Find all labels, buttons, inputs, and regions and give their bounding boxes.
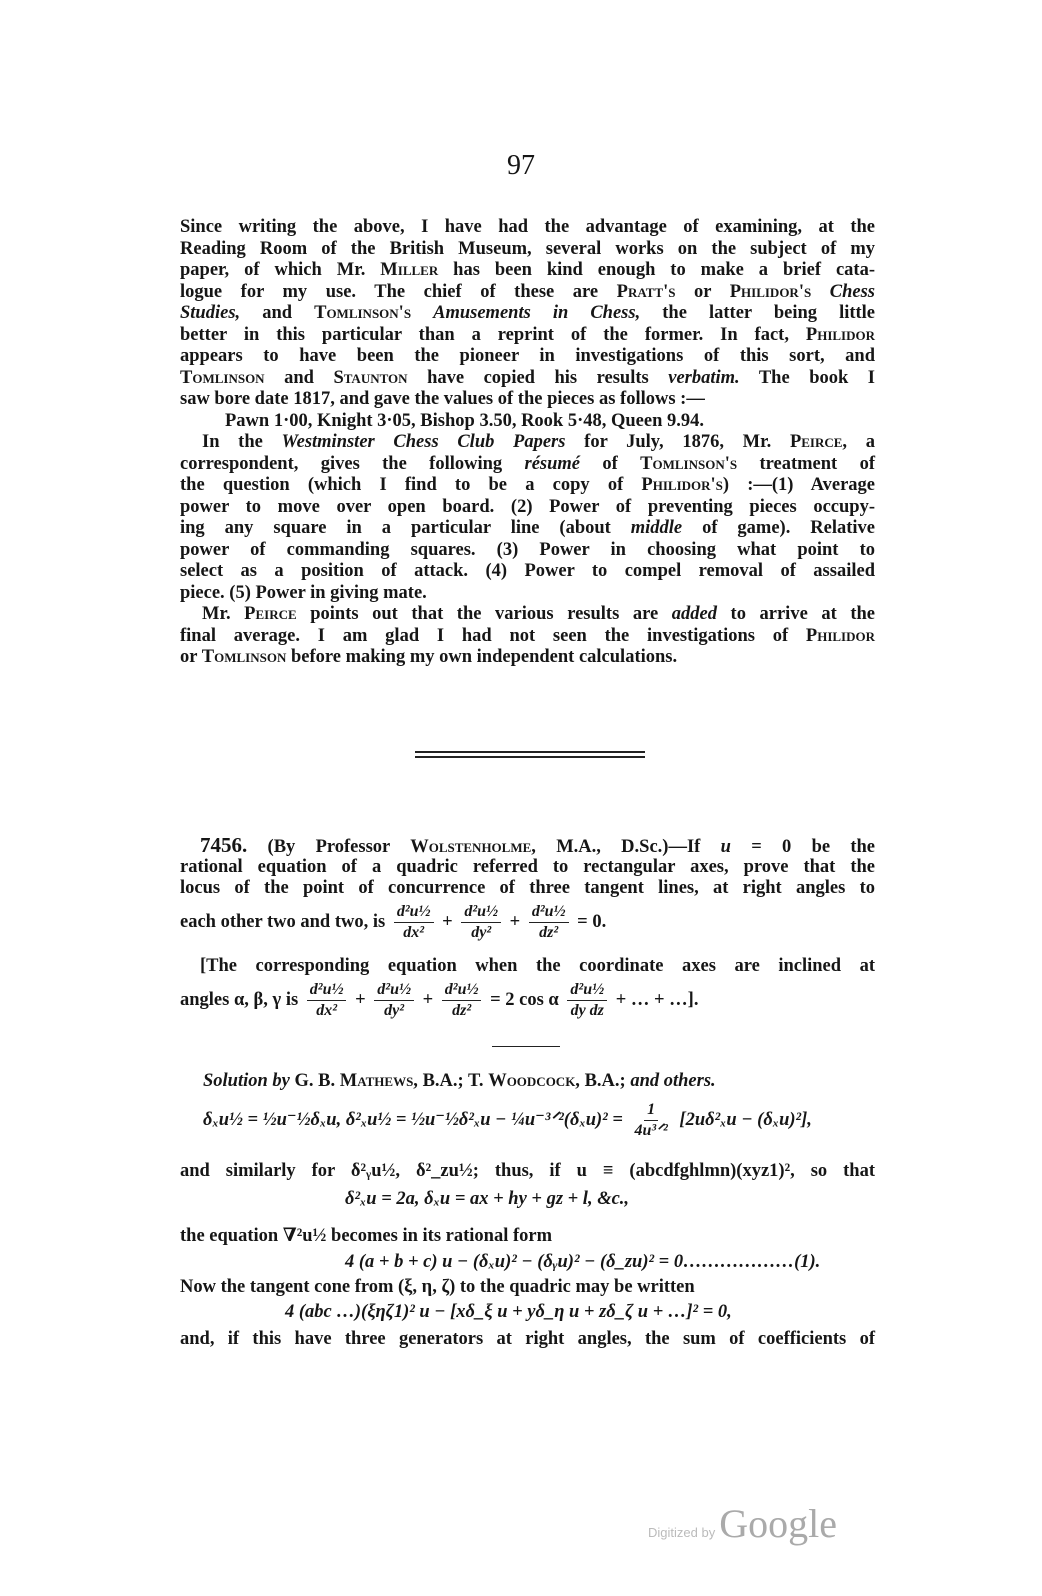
text: paper, of which Mr. [180, 260, 381, 280]
italic-text: verbatim. [668, 367, 740, 388]
name-small-caps: Miller [380, 260, 439, 280]
fraction [394, 902, 434, 943]
solution-equation-b: δ²ₓu = 2a, δₓu = ax + hy + gz + l, &c., [345, 1189, 630, 1209]
text: select as a position of attack. (4) Power to compel removal of assailed [180, 561, 875, 581]
text: and others. [630, 1071, 716, 1091]
solver-name: Mathews, [339, 1071, 418, 1091]
name-small-caps: Pratt's [616, 281, 676, 302]
text: correspondent, gives the following [180, 453, 525, 474]
short-rule-divider [492, 1046, 560, 1047]
solution-line: and similarly for δ²ᵧu½, δ²_zu½; thus, if u ≡ (abcdfghlmn)(xyz1)², so that [180, 1161, 875, 1181]
text: before making my own independent calculations. [286, 647, 678, 667]
italic-text: Westminster Chess Club Papers [281, 432, 566, 452]
text-line [180, 647, 875, 669]
name-small-caps: Tomlinson [201, 647, 287, 667]
denominator: dx² [403, 924, 425, 941]
denominator: dz² [452, 1002, 472, 1019]
text: [2uδ²ₓu − (δₓu)²], [679, 1109, 812, 1130]
text-line [180, 561, 875, 583]
fraction [632, 1100, 671, 1141]
text: G. B. [289, 1071, 340, 1091]
numerator: d²u½ [307, 980, 347, 1001]
text: appears to have been the pioneer in investigations of this sort, and [180, 346, 875, 366]
numerator: d²u½ [374, 980, 414, 1001]
denominator: dz² [539, 924, 559, 941]
text [411, 303, 433, 323]
fraction [461, 902, 501, 943]
text: of game). Relative [682, 518, 875, 538]
double-rule-divider [415, 751, 645, 758]
text: ing any square in a particular line (about [180, 518, 631, 538]
text: Pawn 1·00, Knight 3·05, Bishop 3.50, Rook 5·48, Queen 9.94. [225, 410, 705, 431]
name-small-caps: Peirce [244, 604, 297, 624]
name-small-caps: Philidor's [641, 475, 723, 495]
text: of [580, 453, 641, 474]
denominator: dy dz [570, 1002, 604, 1019]
text-line [180, 325, 875, 347]
question-line-3: locus of the point of concurrence of three tangent lines, at right angles to [180, 878, 875, 898]
text: better in this particular than a reprint of the former. In fact, [180, 324, 806, 345]
operator: + [509, 911, 521, 932]
text: power of commanding squares. (3) Power in choosing what point to [180, 539, 875, 560]
text: and [240, 303, 315, 323]
solver-name: Woodcock, [488, 1071, 580, 1091]
text [811, 282, 830, 302]
text: has been kind enough to make a brief cata- [438, 260, 875, 280]
text: + … + …]. [615, 989, 699, 1010]
text-line [180, 475, 875, 497]
italic-text: added [671, 604, 717, 624]
numerator: d²u½ [529, 902, 569, 923]
text: each other two and two, is [180, 911, 386, 932]
text-line [180, 368, 875, 390]
question-equation-1 [180, 902, 875, 943]
operator: + [422, 989, 434, 1010]
page-number: 97 [507, 150, 535, 181]
text-line [180, 217, 875, 239]
text: The book I [739, 367, 875, 388]
fraction [307, 980, 347, 1021]
text-line [180, 540, 875, 562]
name-small-caps: Tomlinson's [314, 303, 412, 323]
digitized-by-google-watermark [648, 1500, 837, 1547]
text-line [180, 260, 875, 282]
question-equation-2 [180, 980, 875, 1021]
italic-text: middle [630, 518, 683, 538]
numerator: d²u½ [567, 980, 607, 1001]
text: to arrive at the [716, 604, 875, 624]
text: In the [202, 432, 282, 452]
text: treatment of [737, 453, 875, 474]
watermark-text: Digitized by [648, 1525, 716, 1540]
name-small-caps: Tomlinson's [640, 453, 738, 474]
solution-equation-a [203, 1100, 898, 1141]
text-line [180, 583, 875, 605]
fraction [374, 980, 414, 1021]
text: Mr. [202, 604, 245, 624]
solution-heading [203, 1071, 898, 1092]
denominator: dy² [471, 924, 492, 941]
text: and [264, 367, 334, 388]
math-var: u [720, 837, 731, 857]
text: a [847, 432, 875, 452]
numerator: d²u½ [442, 980, 482, 1001]
name-small-caps: Philidor [805, 625, 875, 646]
text: = 0. [577, 911, 607, 932]
text: have copied his results [407, 367, 669, 388]
solution-line: and, if this have three generators at right angles, the sum of coefficients of [180, 1329, 875, 1349]
text: for July, 1876, Mr. [565, 432, 790, 452]
name-small-caps: Tomlinson [180, 367, 265, 388]
italic-text: résumé [524, 453, 581, 474]
text-line [180, 454, 875, 476]
google-logo: Google [719, 1501, 837, 1546]
text: = 0 be the [730, 837, 876, 857]
text-line [180, 497, 875, 519]
text: δₓu½ = ½u⁻½δₓu, δ²ₓu½ = ½u⁻½δ²ₓu − ¼u⁻³ᐟ²(δₓu)² = [203, 1109, 623, 1130]
italic-text: Studies, [180, 303, 241, 323]
text: (By Professor [267, 837, 411, 857]
text-line [180, 626, 875, 648]
name-small-caps: Peirce, [789, 432, 848, 452]
text: piece. (5) Power in giving mate. [180, 582, 427, 603]
name-small-caps: Staunton [333, 367, 408, 388]
denominator: dy² [384, 1002, 405, 1019]
question-line-5: [The corresponding equation when the coordinate axes are inclined at [200, 956, 875, 976]
text-line [180, 411, 875, 433]
text: B.A.; [579, 1071, 631, 1091]
numerator: d²u½ [461, 902, 501, 923]
text: or [675, 281, 730, 302]
text: M.A., D.Sc.)—If [535, 837, 721, 857]
text-line [180, 346, 875, 368]
text-line [180, 604, 875, 626]
question-number: 7456. [200, 833, 248, 857]
text: B.A.; T. [417, 1071, 489, 1091]
text: Solution by [203, 1071, 290, 1091]
text-line [180, 389, 875, 411]
text: logue for my use. The chief of these are [180, 281, 617, 302]
solution-equation-d: 4 (abc …)(ξηζ1)² u − [xδ_ξ u + yδ_η u + zδ_ζ u + …]² = 0, [285, 1302, 732, 1322]
numerator: 1 [644, 1100, 658, 1121]
solution-line: the equation ∇²u½ becomes in its rational form [180, 1226, 552, 1246]
name-small-caps: Philidor [805, 324, 875, 345]
text-line [180, 303, 875, 325]
text: points out that the various results are [296, 604, 672, 624]
italic-text: Amusements in Chess, [433, 303, 641, 323]
text: power to move over open board. (2) Power of preventing pieces occupy- [180, 496, 875, 517]
text-line [180, 282, 875, 304]
fraction [567, 980, 607, 1021]
name-small-caps: Philidor's [729, 281, 812, 302]
solution-line: Now the tangent cone from (ξ, η, ζ) to the quadric may be written [180, 1277, 695, 1297]
operator: + [442, 911, 453, 932]
text-line [180, 432, 875, 454]
question-line-1 [180, 833, 875, 858]
fraction [529, 902, 569, 943]
text: final average. I am glad I had not seen the investigations of [180, 625, 806, 646]
text: Reading Room of the British Museum, several works on the subject of my [180, 238, 875, 259]
italic-text: Chess [829, 281, 875, 302]
text: saw bore date 1817, and gave the values of the pieces as follows :— [180, 389, 705, 409]
text: the latter being little [640, 303, 876, 323]
question-line-2: rational equation of a quadric referred to rectangular axes, prove that the [180, 857, 875, 877]
text-line [180, 518, 875, 540]
text: ) :—(1) Average [722, 475, 875, 495]
text: angles α, β, γ is [180, 989, 299, 1010]
fraction [442, 980, 482, 1021]
solution-equation-c: 4 (a + b + c) u − (δₓu)² − (δᵧu)² − (δ_zu)² = 0………………(1). [345, 1252, 821, 1272]
question-author: Wolstenholme, [410, 837, 536, 857]
denominator: 4u³ᐟ² [634, 1122, 668, 1139]
text: Since writing the above, I have had the advantage of examining, at the [180, 217, 875, 237]
numerator: d²u½ [394, 902, 434, 923]
text-line [180, 239, 875, 261]
text: or [180, 647, 202, 667]
text: = 2 cos α [490, 989, 559, 1010]
operator: + [355, 989, 366, 1010]
text: the question (which I find to be a copy of [180, 475, 642, 495]
intro-text [180, 217, 875, 669]
denominator: dx² [316, 1002, 338, 1019]
